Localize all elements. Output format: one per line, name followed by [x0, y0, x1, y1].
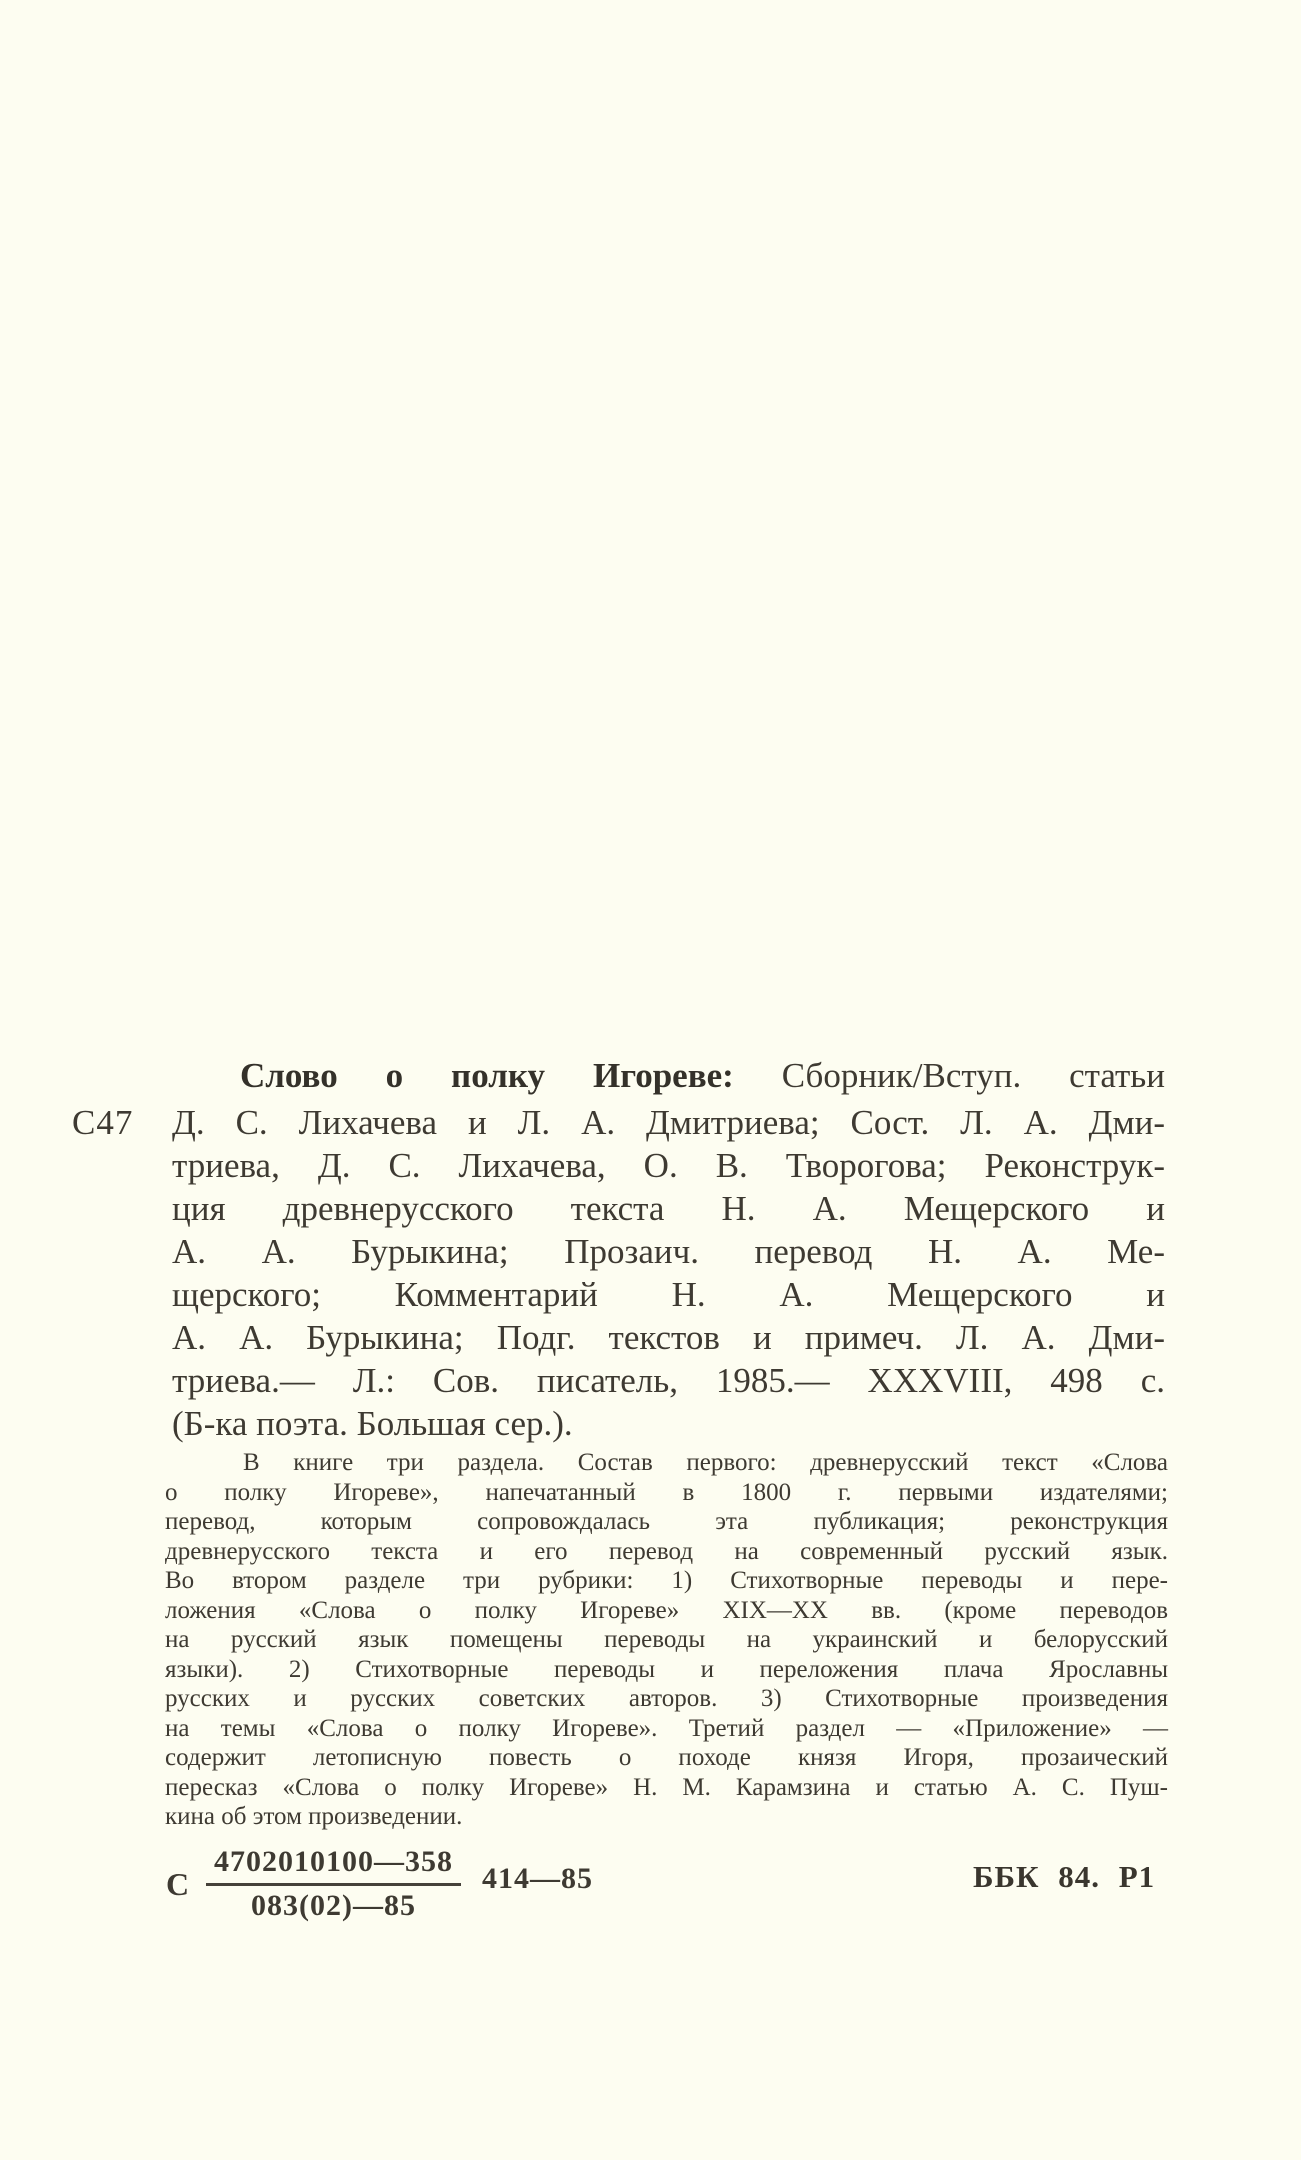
book-title: Слово о полку Игореве:: [240, 1056, 734, 1095]
annotation-line: перевод, которым сопровождалась эта публикация; реконструкция: [165, 1508, 1168, 1535]
annotation-line: на русский язык помещены переводы на украинский и белорусский: [165, 1626, 1168, 1653]
catalog-card-body: [172, 1101, 1165, 1445]
annotation-line: пересказ «Слова о полку Игореве» Н. М. Карамзина и статью А. С. Пуш-: [165, 1773, 1168, 1801]
annotation-line: ложения «Слова о полку Игореве» XIX—XX вв. (кроме переводов: [165, 1596, 1168, 1624]
annotation-paragraph: [165, 1448, 1168, 1832]
annotation-line: языки). 2) Стихотворные переводы и переложения плача Ярославны: [165, 1655, 1168, 1683]
card-line: ция древнерусского текста Н. А. Мещерского и: [172, 1189, 1165, 1228]
annotation-line: о полку Игореве», напечатанный в 1800 г. первыми издателями;: [165, 1478, 1168, 1506]
card-line: Д. С. Лихачева и Л. А. Дмитриева; Сост. Л. А. Дми-: [172, 1103, 1165, 1142]
annotation-line: кина об этом произведении.: [165, 1803, 463, 1830]
card-line: (Б-ка поэта. Большая сер.).: [172, 1404, 573, 1443]
catalog-number-fraction: [206, 1845, 461, 1923]
annotation-line: содержит летописную повесть о походе князя Игоря, прозаический: [165, 1744, 1168, 1771]
title-subtitle: Сборник/Вступ. статьи: [781, 1056, 1165, 1095]
catalog-number-suffix: 414—85: [482, 1862, 593, 1895]
annotation-line: на темы «Слова о полку Игореве». Третий раздел — «Приложение» —: [165, 1714, 1168, 1742]
card-title-text: [240, 1054, 1165, 1097]
annotation-line: В книге три раздела. Состав первого: древнерусский текст «Слова: [243, 1449, 1168, 1476]
shelf-mark: С47: [72, 1103, 134, 1142]
card-line: триева.— Л.: Сов. писатель, 1985.— XXXVIII, 498 с.: [172, 1361, 1165, 1400]
card-line: триева, Д. С. Лихачева, О. В. Творогова; Реконструк-: [172, 1146, 1165, 1185]
fraction-denominator: 083(02)—85: [251, 1889, 416, 1922]
bbk-code: ББК 84. Р1: [973, 1859, 1156, 1894]
annotation-line: русских и русских советских авторов. 3) Стихотворные произведения: [165, 1685, 1168, 1712]
card-line: А. А. Бурыкина; Подг. текстов и примеч. Л. А. Дми-: [172, 1318, 1165, 1357]
catalog-series-letter: С: [166, 1866, 190, 1902]
card-line: щерского; Комментарий Н. А. Мещерского и: [172, 1275, 1165, 1314]
annotation-line: Во втором разделе три рубрики: 1) Стихотворные переводы и пере-: [165, 1567, 1168, 1594]
card-line: А. А. Бурыкина; Прозаич. перевод Н. А. Ме-: [172, 1232, 1165, 1271]
annotation-line: древнерусского текста и его перевод на современный русский язык.: [165, 1537, 1168, 1565]
card-title-line: [172, 1054, 1165, 1097]
fraction-numerator: 4702010100—358: [206, 1845, 461, 1886]
